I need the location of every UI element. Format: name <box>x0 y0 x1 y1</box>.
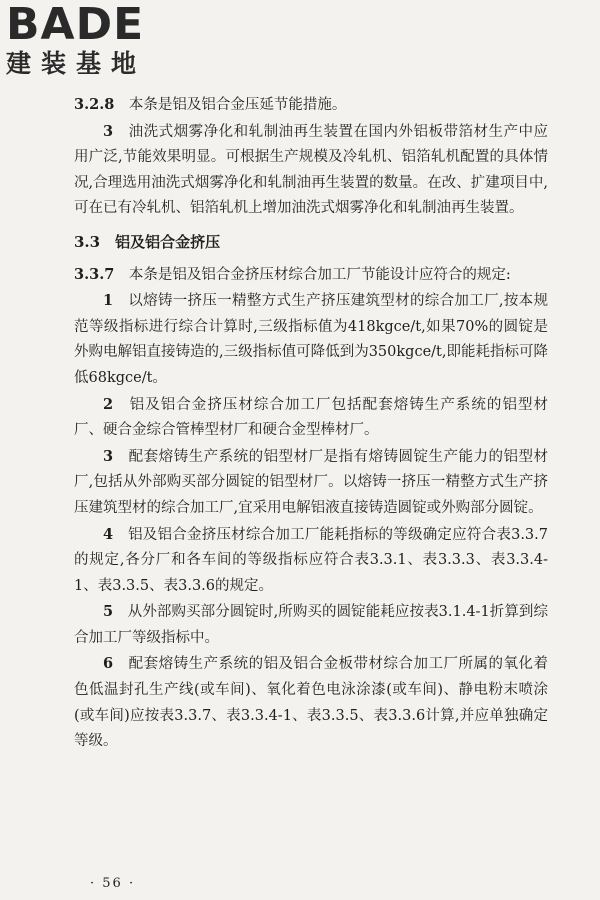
logo-subtitle: 建装基地 <box>6 49 147 78</box>
item-paragraph <box>74 599 548 651</box>
section-heading: 3.3 铝及铝合金挤压 <box>74 232 221 251</box>
page-number: · 56 · <box>90 876 136 891</box>
item-text: 配套熔铸生产系统的铝及铝合金板带材综合加工厂所属的氧化着色低温封孔生产线(或车间)、氧化着色电泳涂漆(或车间)、静电粉末喷涂(或车间)应按表3.3.7、表3.3.4-1、表3.3.5、表3.3.6计算,并应单独确定等级。 <box>74 656 549 750</box>
item-paragraph <box>74 444 548 522</box>
item-text: 铝及铝合金挤压材综合加工厂能耗指标的等级确定应符合表3.3.7的规定,各分厂和各车间的等级指标应符合表3.3.1、表3.3.3、表3.3.4-1、表3.3.5、表3.3.6的规定。 <box>74 526 548 594</box>
page-body <box>74 92 548 755</box>
item-text: 配套熔铸生产系统的铝型材厂是指有熔铸圆锭生产能力的铝型材厂,包括从外部购买部分圆锭的铝型材厂。以熔铸一挤压一精整方式生产挤压建筑型材的综合加工厂,宜采用电解铝液直接铸造圆锭或外购部分圆锭。 <box>74 448 549 516</box>
clause-3-3-7 <box>74 262 548 289</box>
item-text: 油洗式烟雾净化和轧制油再生装置在国内外铝板带箔材生产中应用广泛,节能效果明显。可根据生产规模及冷轧机、铝箔轧机配置的具体情况,合理选用油洗式烟雾净化和轧制油再生装置的数量。在改、扩建项目中,可在已有冷轧机、铝箔轧机上增加油洗式烟雾净化和轧制油再生装置。 <box>74 123 549 217</box>
item-number: 6 <box>103 655 114 673</box>
item-text: 从外部购买部分圆锭时,所购买的圆锭能耗应按表3.1.4-1折算到综合加工厂等级指标中。 <box>74 604 548 646</box>
clause-number: 3.3.7 <box>74 265 115 283</box>
item-number: 1 <box>103 292 114 310</box>
item-number: 4 <box>103 525 114 543</box>
item-number: 3 <box>103 447 114 465</box>
item-number: 3 <box>103 122 114 140</box>
item-number: 5 <box>103 603 114 621</box>
clause-number: 3.2.8 <box>74 96 115 113</box>
item-paragraph <box>74 288 548 391</box>
item-text: 铝及铝合金挤压材综合加工厂包括配套熔铸生产系统的铝型材厂、硬合金综合管棒型材厂和硬合金型棒材厂。 <box>74 396 549 439</box>
publisher-logo <box>6 2 186 78</box>
item-paragraph <box>74 392 548 444</box>
item-text: 以熔铸一挤压一精整方式生产挤压建筑型材的综合加工厂,按本规范等级指标进行综合计算时,三级指标值为418kgce/t,如果70%的圆锭是外购电解铝直接铸造的,三级指标值可降低到为350kgce/t,即能耗指标可降低68kgce/t。 <box>74 293 549 386</box>
item-paragraph <box>74 119 548 222</box>
clause-3-2-8 <box>74 92 548 119</box>
item-paragraph <box>74 522 548 600</box>
clause-text: 本条是铝及铝合金压延节能措施。 <box>128 97 347 113</box>
item-number: 2 <box>103 395 114 413</box>
logo-mark: BADE <box>6 0 145 50</box>
clause-text: 本条是铝及铝合金挤压材综合加工厂节能设计应符合的规定: <box>128 266 511 283</box>
item-paragraph <box>74 651 548 754</box>
